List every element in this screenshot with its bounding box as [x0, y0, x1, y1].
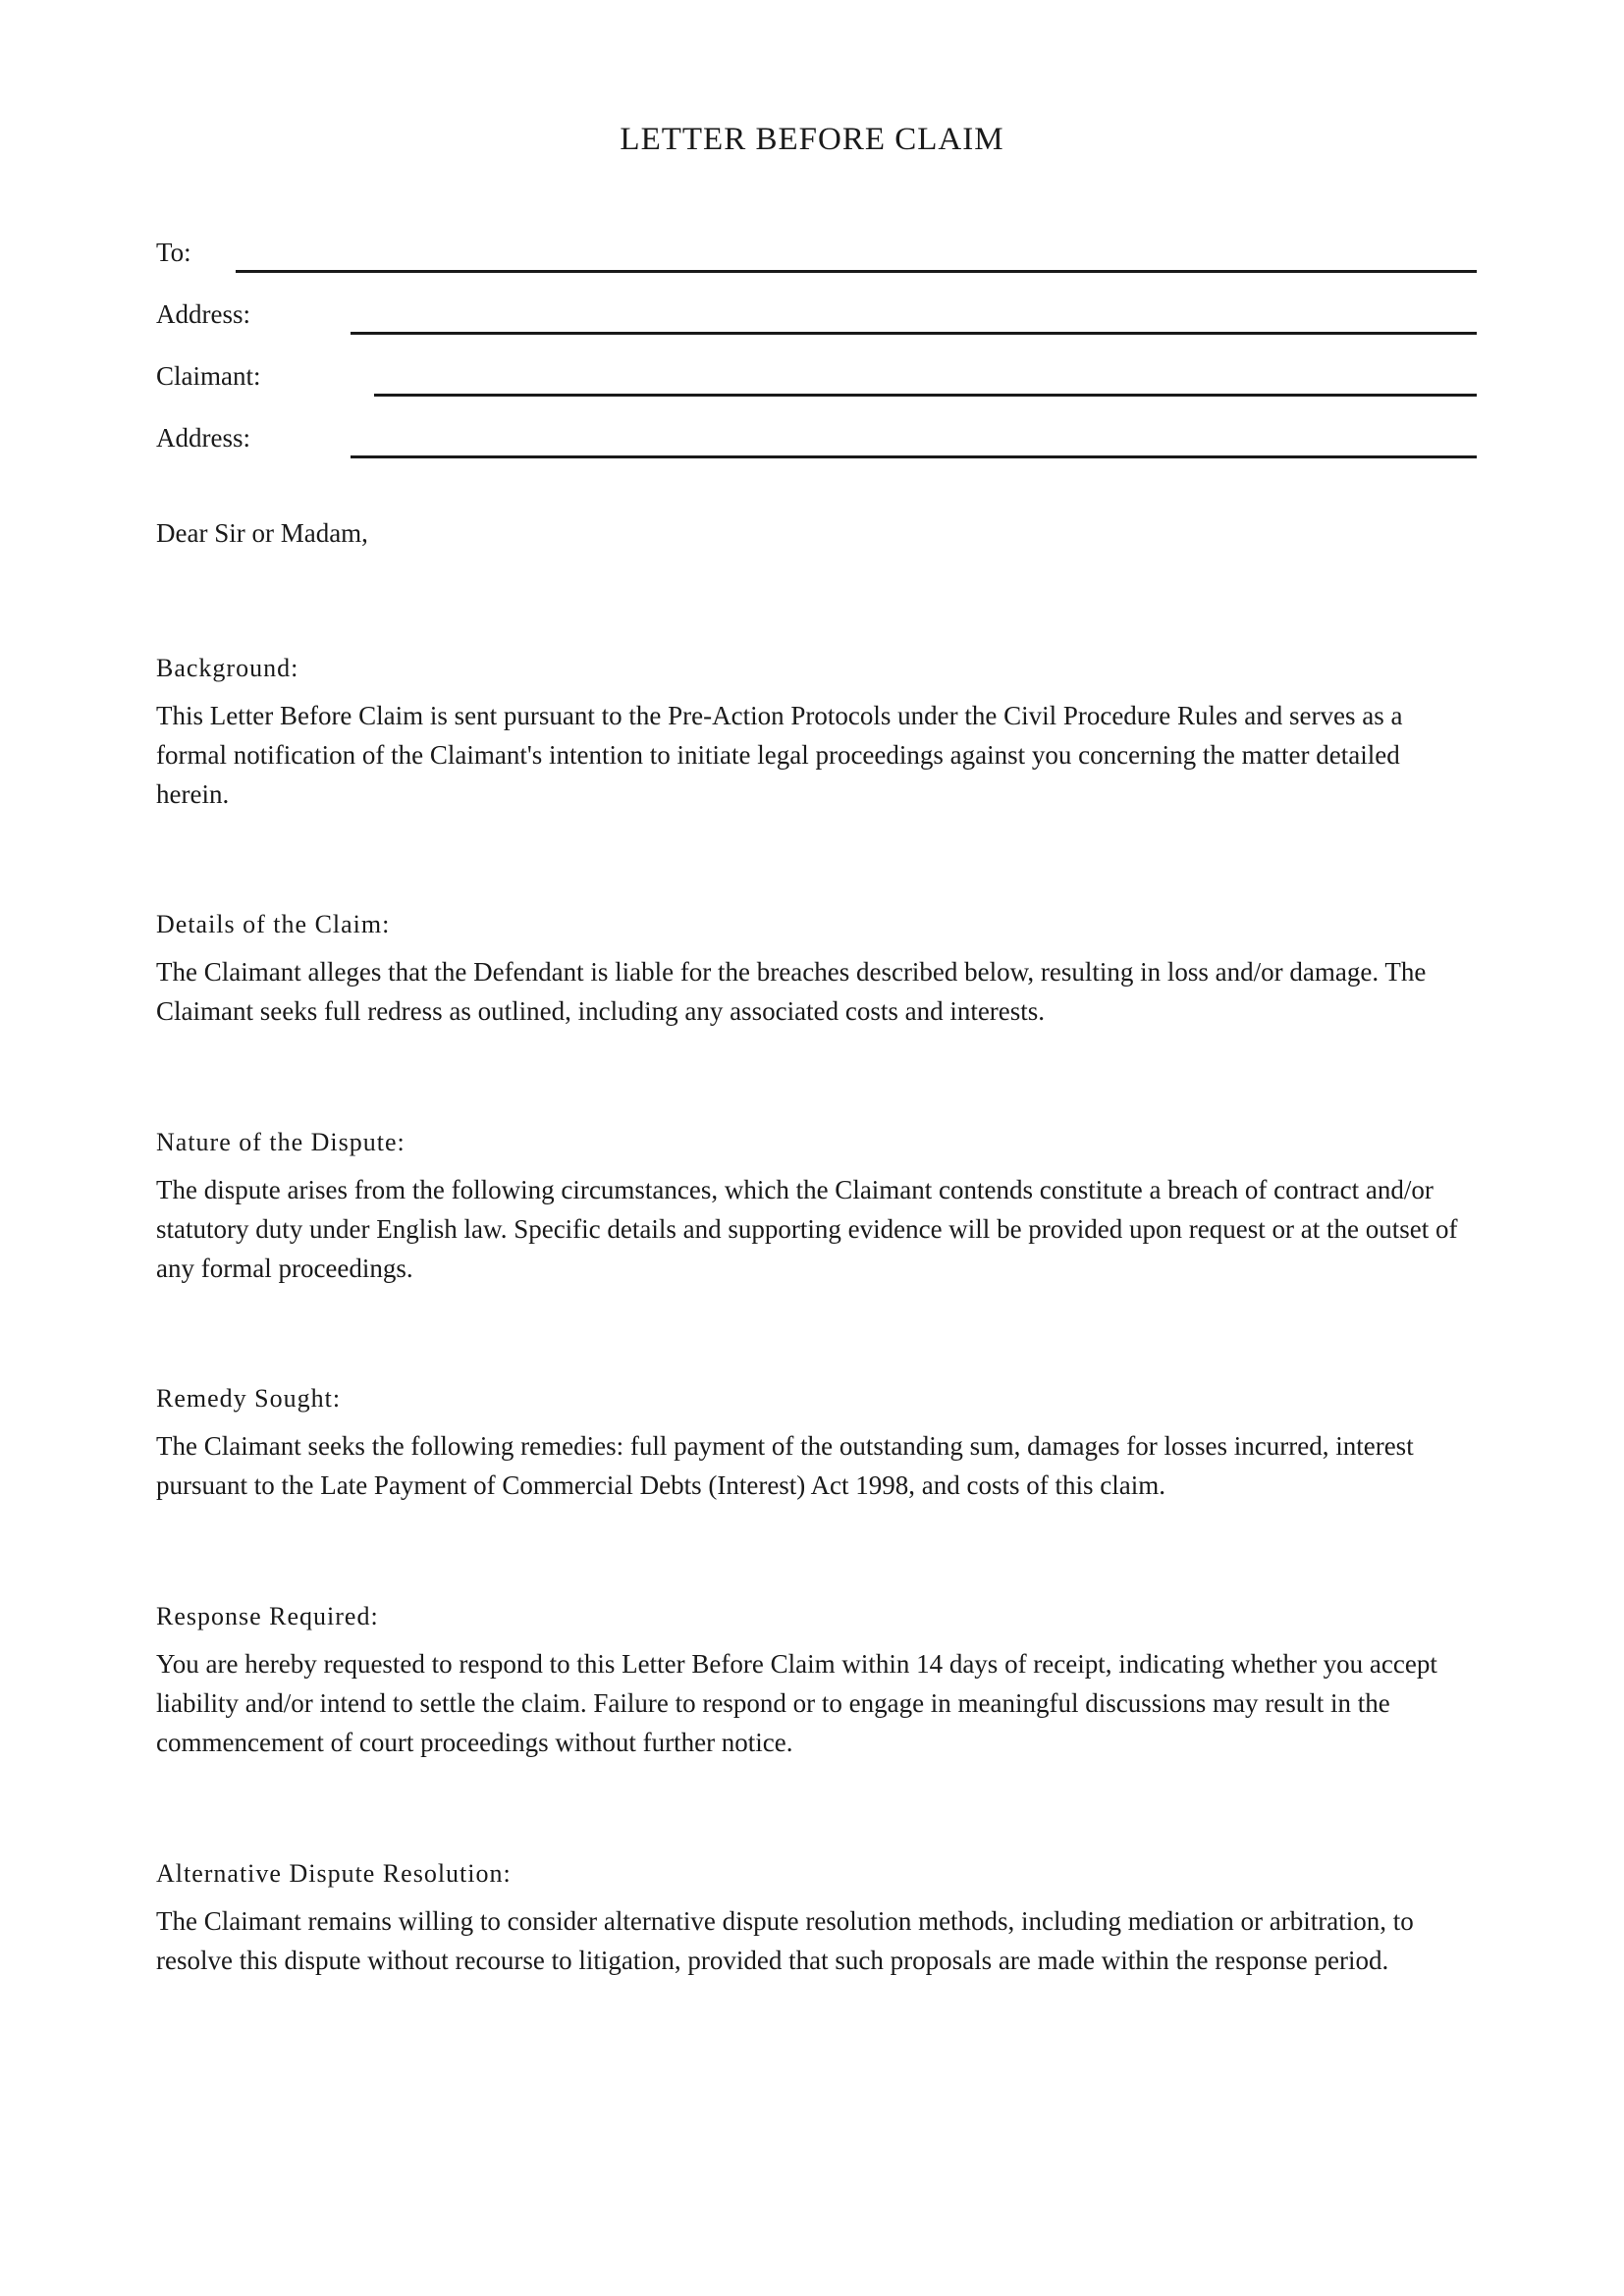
claimant-line[interactable]: [374, 394, 1477, 397]
section-alternative-dispute-resolution: [156, 1856, 1477, 1980]
greeting: Dear Sir or Madam,: [156, 518, 368, 548]
to-field: [156, 238, 1477, 277]
address-field: [156, 299, 1477, 339]
section-body: You are hereby requested to respond to this Letter Before Claim within 14 days of receipt, indicating whether you accept liability and/or intend to settle the claim. Failure to respond or to engage in meaningful discussions may result in the commencement of court proceedings without further notice.: [156, 1649, 1437, 1757]
claimant-address-field: [156, 423, 1477, 462]
to-label: To:: [156, 238, 191, 267]
section-heading: Response Required:: [156, 1602, 379, 1630]
section-background: [156, 651, 1477, 814]
section-nature-of-dispute: [156, 1125, 1477, 1288]
document-title: LETTER BEFORE CLAIM: [620, 122, 1004, 157]
section-body: This Letter Before Claim is sent pursuant to the Pre-Action Protocols under the Civil Procedure Rules and serves as a formal notification of the Claimant's intention to initiate legal proceedings against you concerning the matter detailed herein.: [156, 701, 1403, 809]
section-details-of-claim: [156, 907, 1477, 1031]
section-body: The Claimant remains willing to consider alternative dispute resolution methods, including mediation or arbitration, to resolve this dispute without recourse to litigation, provided that such proposals are made within the response period.: [156, 1906, 1414, 1975]
section-heading: Remedy Sought:: [156, 1384, 342, 1413]
section-heading: Background:: [156, 654, 299, 682]
section-body: The dispute arises from the following circumstances, which the Claimant contends constitute a breach of contract and/or statutory duty under English law. Specific details and supporting evidence will be provided upon request or at the outset of any formal proceedings.: [156, 1175, 1458, 1283]
section-body: The Claimant seeks the following remedies: full payment of the outstanding sum, damages for losses incurred, interest pursuant to the Late Payment of Commercial Debts (Interest) Act 1998, and costs of this claim.: [156, 1431, 1414, 1500]
section-remedy-sought: [156, 1381, 1477, 1505]
section-heading: Alternative Dispute Resolution:: [156, 1859, 512, 1888]
claimant-label: Claimant:: [156, 361, 261, 391]
address-label: Address:: [156, 299, 250, 329]
section-response-required: [156, 1599, 1477, 1762]
section-heading: Nature of the Dispute:: [156, 1128, 406, 1156]
section-heading: Details of the Claim:: [156, 910, 391, 938]
section-body: The Claimant alleges that the Defendant is liable for the breaches described below, resulting in loss and/or damage. The Claimant seeks full redress as outlined, including any associated costs and interests.: [156, 957, 1427, 1026]
address-line[interactable]: [351, 332, 1477, 335]
claimant-address-label: Address:: [156, 423, 250, 453]
claimant-field: [156, 361, 1477, 400]
claimant-address-line[interactable]: [351, 455, 1477, 458]
to-line[interactable]: [236, 270, 1477, 273]
